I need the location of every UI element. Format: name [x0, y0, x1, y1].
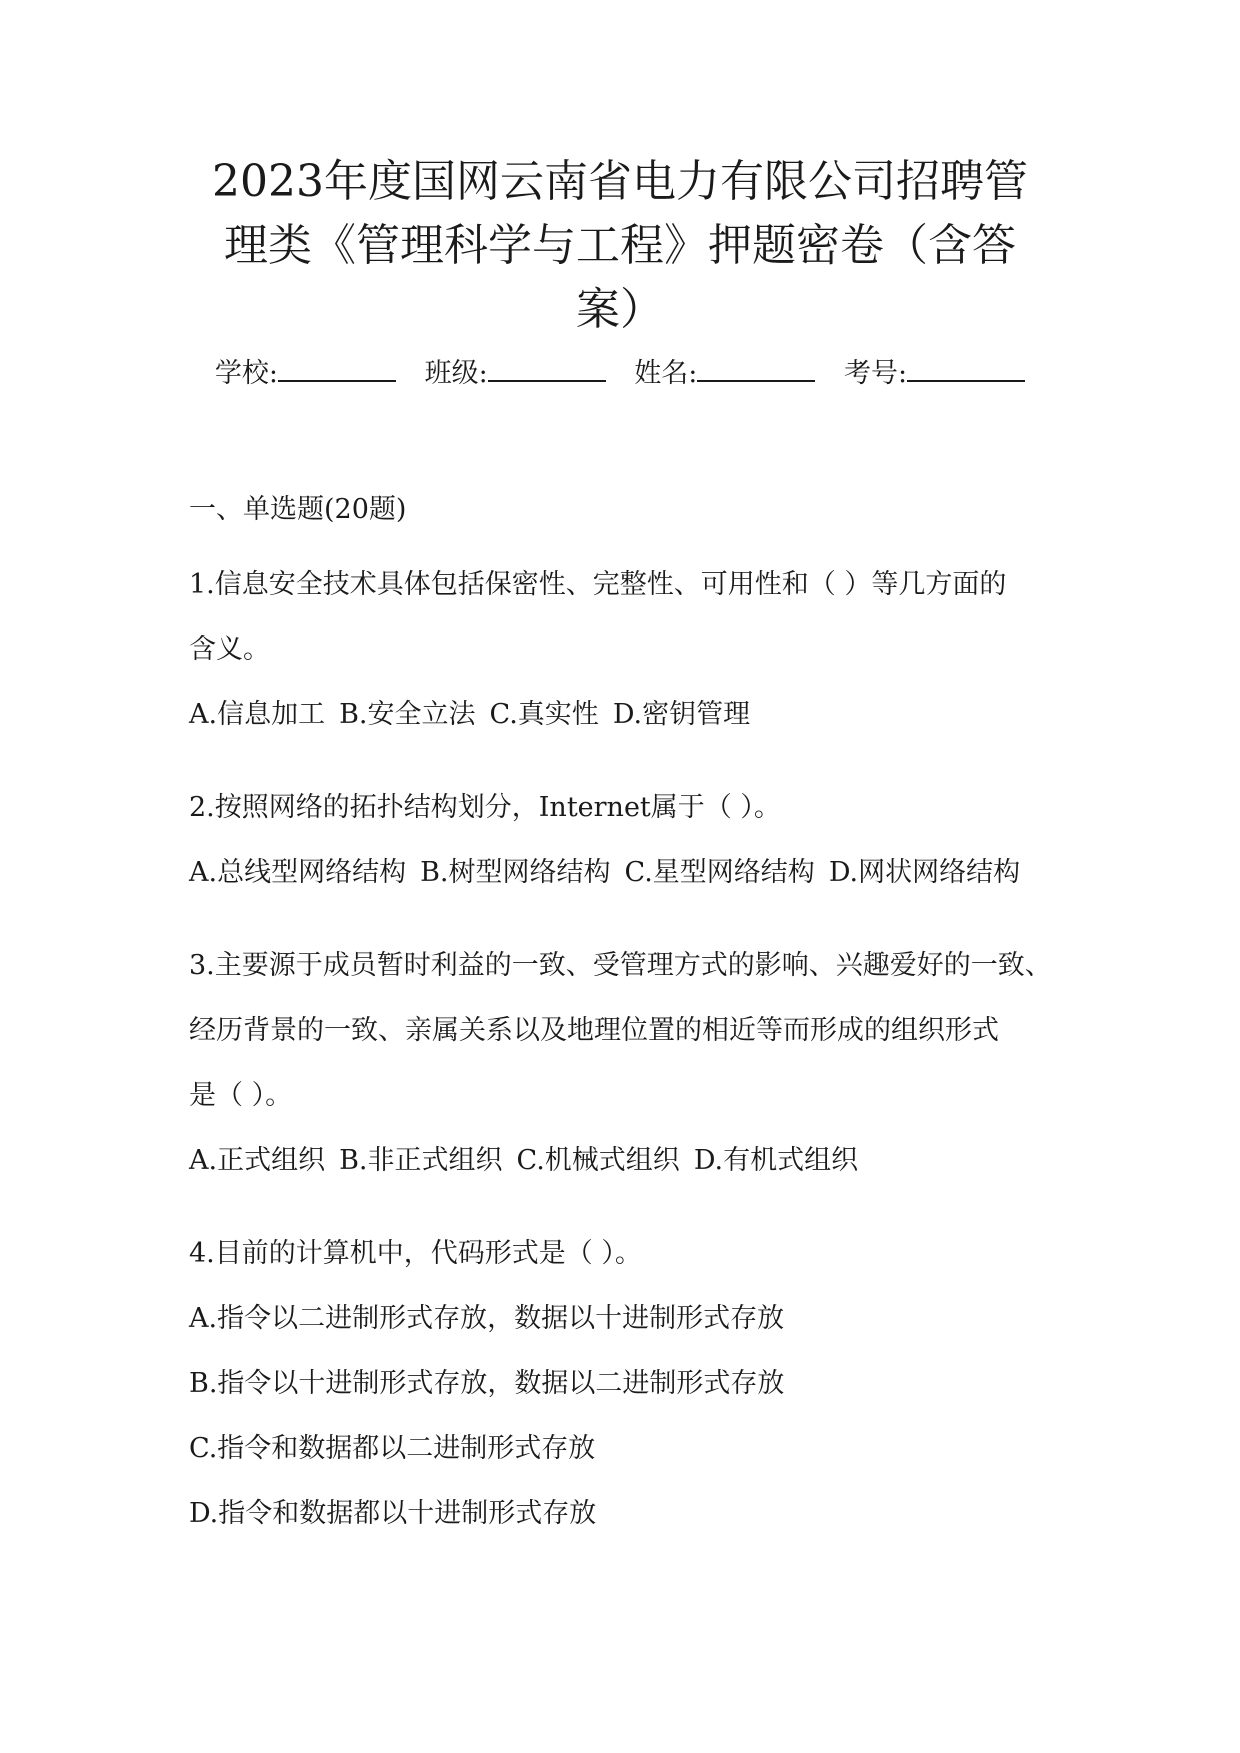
- option-b: B.非正式组织: [339, 1145, 503, 1176]
- exam-number-field: [844, 352, 1025, 394]
- option-a: A.总线型网络结构: [189, 857, 407, 888]
- question-2: [189, 775, 1089, 905]
- option-d: D.网状网络结构: [828, 857, 1021, 888]
- option-c: C.指令和数据都以二进制形式存放: [189, 1433, 596, 1464]
- name-label: 姓名:: [634, 358, 698, 389]
- option-d: D.指令和数据都以十进制形式存放: [189, 1498, 597, 1529]
- class-field: [425, 352, 606, 394]
- option-a: A.信息加工: [189, 699, 326, 730]
- question-3: [189, 933, 1089, 1193]
- option-b: B.指令以十进制形式存放，数据以二进制形式存放: [189, 1368, 785, 1399]
- exam-title: [180, 150, 1060, 342]
- option-b: B.安全立法: [339, 699, 476, 730]
- class-label: 班级:: [424, 358, 488, 389]
- question-stem-line: 含义。: [189, 634, 270, 665]
- name-field: [634, 352, 815, 394]
- option-c: C.真实性: [489, 699, 599, 730]
- title-line: 2023年度国网云南省电力有限公司招聘管: [212, 156, 1028, 207]
- question-stem-line: 2.按照网络的拓扑结构划分，Internet属于（ ）。: [189, 792, 781, 823]
- school-blank[interactable]: [278, 352, 396, 382]
- exam-number-label: 考号:: [844, 358, 908, 389]
- exam-number-blank[interactable]: [907, 352, 1025, 382]
- class-blank[interactable]: [488, 352, 606, 382]
- title-line: 案）: [576, 284, 664, 335]
- title-line: 理类《管理科学与工程》押题密卷（含答: [224, 220, 1016, 271]
- options-row: [189, 682, 1089, 747]
- question-stem-line: 经历背景的一致、亲属关系以及地理位置的相近等而形成的组织形式: [189, 1015, 999, 1046]
- name-blank[interactable]: [697, 352, 815, 382]
- option-d: D.有机式组织: [693, 1145, 859, 1176]
- option-c: C.机械式组织: [516, 1145, 680, 1176]
- option-b: B.树型网络结构: [420, 857, 611, 888]
- exam-content: [189, 490, 1089, 1574]
- question-stem-line: 3.主要源于成员暂时利益的一致、受管理方式的影响、兴趣爱好的一致、: [189, 950, 1052, 981]
- school-label: 学校:: [214, 358, 278, 389]
- option-a: A.指令以二进制形式存放，数据以十进制形式存放: [189, 1303, 785, 1334]
- option-a: A.正式组织: [189, 1145, 326, 1176]
- question-4: [189, 1221, 1089, 1546]
- student-info-row: [190, 352, 1050, 394]
- section-title: 一、单选题(20题): [189, 494, 407, 525]
- option-c: C.星型网络结构: [624, 857, 815, 888]
- question-stem-line: 是（ ）。: [189, 1080, 293, 1111]
- question-stem-line: 4.目前的计算机中，代码形式是（ ）。: [189, 1238, 642, 1269]
- options-row: [189, 1128, 1089, 1193]
- options-row: [189, 840, 1089, 905]
- question-1: [189, 552, 1089, 747]
- school-field: [215, 352, 396, 394]
- question-stem-line: 1.信息安全技术具体包括保密性、完整性、可用性和（ ）等几方面的: [189, 569, 1007, 600]
- option-d: D.密钥管理: [612, 699, 751, 730]
